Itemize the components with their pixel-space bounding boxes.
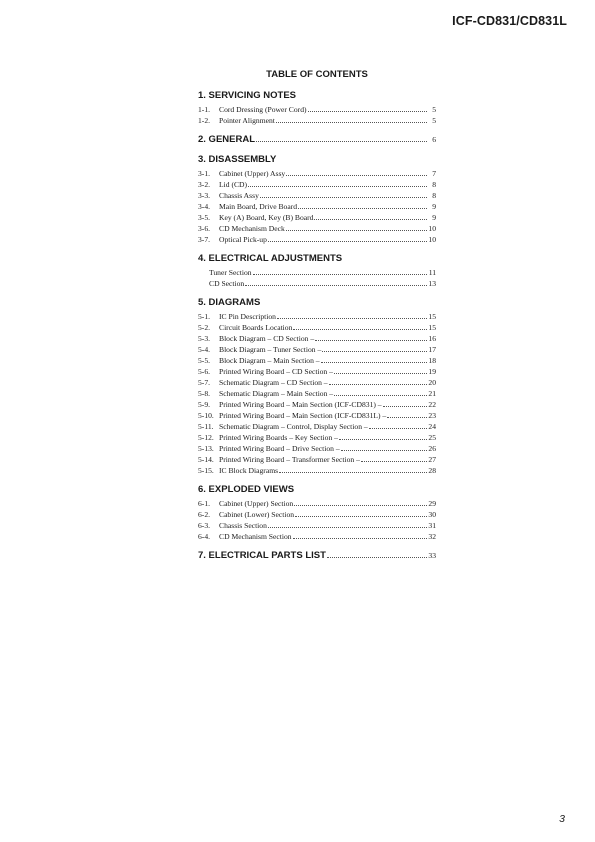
page-ref: 6 [432, 135, 436, 144]
toc-entry[interactable] [198, 104, 436, 115]
toc-entry[interactable] [198, 212, 436, 223]
dot-leader [327, 556, 427, 558]
page-ref: 30 [428, 510, 436, 519]
page-ref: 15 [428, 323, 436, 332]
dot-leader [293, 328, 427, 330]
dot-leader [293, 537, 427, 539]
page-ref: 31 [428, 521, 436, 530]
entry-label: Circuit Boards Location [219, 323, 293, 332]
entry-label: Optical Pick-up [219, 235, 267, 244]
page-ref: 24 [428, 422, 436, 431]
entry-label: Chassis Assy [219, 191, 259, 200]
toc-entry[interactable] [198, 201, 436, 212]
toc-entry[interactable] [198, 498, 436, 509]
page-ref: 16 [428, 334, 436, 343]
page-ref: 8 [432, 191, 436, 200]
toc-entry[interactable] [198, 179, 436, 190]
dot-leader [321, 361, 427, 363]
toc-entry[interactable] [198, 311, 436, 322]
entry-label: Printed Wiring Board – Main Section (ICF-CD831) – [219, 400, 382, 409]
page-ref: 32 [428, 532, 436, 541]
page-ref: 15 [428, 312, 436, 321]
entry-label: Printed Wiring Board – Drive Section – [219, 444, 340, 453]
dot-leader [276, 121, 427, 123]
entry-label: Cabinet (Lower) Section [219, 510, 295, 519]
section-heading: 4. ELECTRICAL ADJUSTMENTS [198, 253, 343, 264]
entry-number: 6-3. [198, 521, 211, 530]
page-ref: 23 [428, 411, 436, 420]
toc-entry[interactable] [198, 190, 436, 201]
toc-entry[interactable] [198, 454, 436, 465]
dot-leader [256, 140, 427, 142]
dot-leader [286, 229, 427, 231]
page-ref: 28 [428, 466, 436, 475]
page-ref: 25 [428, 433, 436, 442]
dot-leader [314, 218, 427, 220]
entry-number: 3-2. [198, 180, 211, 189]
dot-leader [339, 438, 427, 440]
dot-leader [298, 207, 427, 209]
page-ref: 33 [428, 551, 436, 560]
entry-number: 3-4. [198, 202, 211, 211]
toc-entry[interactable] [198, 377, 436, 388]
dot-leader [341, 449, 427, 451]
toc-section [198, 297, 436, 476]
entry-number: 1-1. [198, 105, 211, 114]
page-ref: 18 [428, 356, 436, 365]
entry-number: 5-15. [198, 466, 214, 475]
toc-entry[interactable] [198, 344, 436, 355]
dot-leader [268, 526, 427, 528]
entry-label: IC Pin Description [219, 312, 276, 321]
entry-label: Pointer Alignment [219, 116, 275, 125]
toc-entry[interactable] [198, 410, 436, 421]
entry-label: CD Section [209, 279, 245, 288]
toc-section [198, 134, 436, 146]
entry-label: Printed Wiring Board – Transformer Section – [219, 455, 360, 464]
toc-section-heading-row[interactable] [198, 550, 436, 562]
page-ref: 22 [428, 400, 436, 409]
dot-leader [387, 416, 427, 418]
entry-number: 3-5. [198, 213, 211, 222]
entry-number: 5-12. [198, 433, 214, 442]
toc-entry[interactable] [198, 432, 436, 443]
section-heading: 5. DIAGRAMS [198, 297, 261, 308]
toc-entry[interactable] [198, 115, 436, 126]
dot-leader [334, 394, 427, 396]
entry-label: Cabinet (Upper) Assy [219, 169, 286, 178]
entry-number: 5-13. [198, 444, 214, 453]
toc-entry[interactable] [198, 399, 436, 410]
page-ref: 10 [428, 235, 436, 244]
entry-number: 5-2. [198, 323, 211, 332]
toc-entry[interactable] [198, 168, 436, 179]
entry-label: Schematic Diagram – CD Section – [219, 378, 328, 387]
entry-number: 5-5. [198, 356, 211, 365]
section-heading: 2. GENERAL [198, 134, 256, 145]
toc-entry[interactable] [198, 278, 436, 289]
dot-leader [383, 405, 427, 407]
dot-leader [245, 284, 427, 286]
entry-number: 5-11. [198, 422, 214, 431]
page-ref: 10 [428, 224, 436, 233]
entry-label: Main Board, Drive Board [219, 202, 298, 211]
section-heading: 3. DISASSEMBLY [198, 154, 277, 165]
toc-entry[interactable] [198, 443, 436, 454]
dot-leader [361, 460, 427, 462]
toc-entry[interactable] [198, 465, 436, 476]
toc-title: TABLE OF CONTENTS [266, 69, 368, 80]
toc-entry[interactable] [198, 388, 436, 399]
entry-number: 3-7. [198, 235, 211, 244]
page-ref: 9 [432, 213, 436, 222]
entry-label: CD Mechanism Deck [219, 224, 285, 233]
entry-number: 6-2. [198, 510, 211, 519]
page-ref: 26 [428, 444, 436, 453]
toc-entry[interactable] [198, 234, 436, 245]
dot-leader [369, 427, 427, 429]
dot-leader [308, 110, 427, 112]
toc-entry[interactable] [198, 355, 436, 366]
page-ref: 29 [428, 499, 436, 508]
page-ref: 5 [432, 116, 436, 125]
entry-label: Tuner Section [209, 268, 252, 277]
toc-section [198, 154, 436, 245]
dot-leader [295, 515, 427, 517]
entry-number: 1-2. [198, 116, 211, 125]
dot-leader [294, 504, 427, 506]
page-ref: 19 [428, 367, 436, 376]
page-ref: 9 [432, 202, 436, 211]
entry-label: CD Mechanism Section [219, 532, 292, 541]
toc-entry[interactable] [198, 333, 436, 344]
table-of-contents [198, 90, 436, 570]
section-heading: 6. EXPLODED VIEWS [198, 484, 295, 495]
page-ref: 7 [432, 169, 436, 178]
entry-label: Block Diagram – Tuner Section – [219, 345, 322, 354]
section-heading: 1. SERVICING NOTES [198, 90, 297, 101]
dot-leader [286, 174, 427, 176]
entry-number: 5-10. [198, 411, 214, 420]
dot-leader [260, 196, 427, 198]
entry-label: Cabinet (Upper) Section [219, 499, 294, 508]
entry-label: Printed Wiring Board – CD Section – [219, 367, 333, 376]
entry-number: 5-3. [198, 334, 211, 343]
toc-section [198, 550, 436, 562]
entry-label: Printed Wiring Board – Main Section (ICF-CD831L) – [219, 411, 387, 420]
dot-leader [248, 185, 427, 187]
dot-leader [279, 471, 427, 473]
entry-label: Schematic Diagram – Control, Display Section – [219, 422, 368, 431]
toc-entry[interactable] [198, 531, 436, 542]
entry-number: 5-6. [198, 367, 211, 376]
toc-entry[interactable] [198, 520, 436, 531]
entry-label: Block Diagram – Main Section – [219, 356, 320, 365]
toc-section [198, 484, 436, 542]
section-heading: 7. ELECTRICAL PARTS LIST [198, 550, 326, 561]
entry-number: 5-14. [198, 455, 214, 464]
toc-entry[interactable] [198, 366, 436, 377]
page-ref: 11 [428, 268, 436, 277]
entry-label: Schematic Diagram – Main Section – [219, 389, 334, 398]
toc-entry[interactable] [198, 509, 436, 520]
page-number: 3 [559, 813, 565, 825]
entry-label: Chassis Section [219, 521, 267, 530]
toc-entry[interactable] [198, 267, 436, 278]
entry-label: Key (A) Board, Key (B) Board [219, 213, 314, 222]
dot-leader [253, 273, 427, 275]
toc-section-heading-row[interactable] [198, 134, 436, 146]
toc-section [198, 90, 436, 126]
entry-number: 5-7. [198, 378, 211, 387]
entry-number: 3-1. [198, 169, 211, 178]
page-ref: 20 [428, 378, 436, 387]
page-ref: 21 [428, 389, 436, 398]
page-ref: 5 [432, 105, 436, 114]
entry-label: Cord Dressing (Power Cord) [219, 105, 307, 114]
toc-entry[interactable] [198, 421, 436, 432]
dot-leader [268, 240, 427, 242]
entry-number: 6-1. [198, 499, 211, 508]
entry-label: Printed Wiring Boards – Key Section – [219, 433, 338, 442]
model-header: ICF-CD831/CD831L [452, 14, 567, 28]
dot-leader [329, 383, 427, 385]
toc-entry[interactable] [198, 223, 436, 234]
entry-number: 5-8. [198, 389, 211, 398]
page-ref: 8 [432, 180, 436, 189]
entry-number: 3-3. [198, 191, 211, 200]
dot-leader [277, 317, 427, 319]
dot-leader [334, 372, 427, 374]
dot-leader [315, 339, 427, 341]
toc-entry[interactable] [198, 322, 436, 333]
entry-number: 5-1. [198, 312, 211, 321]
entry-number: 3-6. [198, 224, 211, 233]
entry-label: Block Diagram – CD Section – [219, 334, 315, 343]
dot-leader [322, 350, 427, 352]
page-ref: 27 [428, 455, 436, 464]
entry-number: 5-4. [198, 345, 211, 354]
entry-number: 5-9. [198, 400, 211, 409]
toc-section [198, 253, 436, 289]
entry-label: IC Block Diagrams [219, 466, 279, 475]
page-ref: 13 [428, 279, 436, 288]
entry-number: 6-4. [198, 532, 211, 541]
page-ref: 17 [428, 345, 436, 354]
entry-label: Lid (CD) [219, 180, 248, 189]
